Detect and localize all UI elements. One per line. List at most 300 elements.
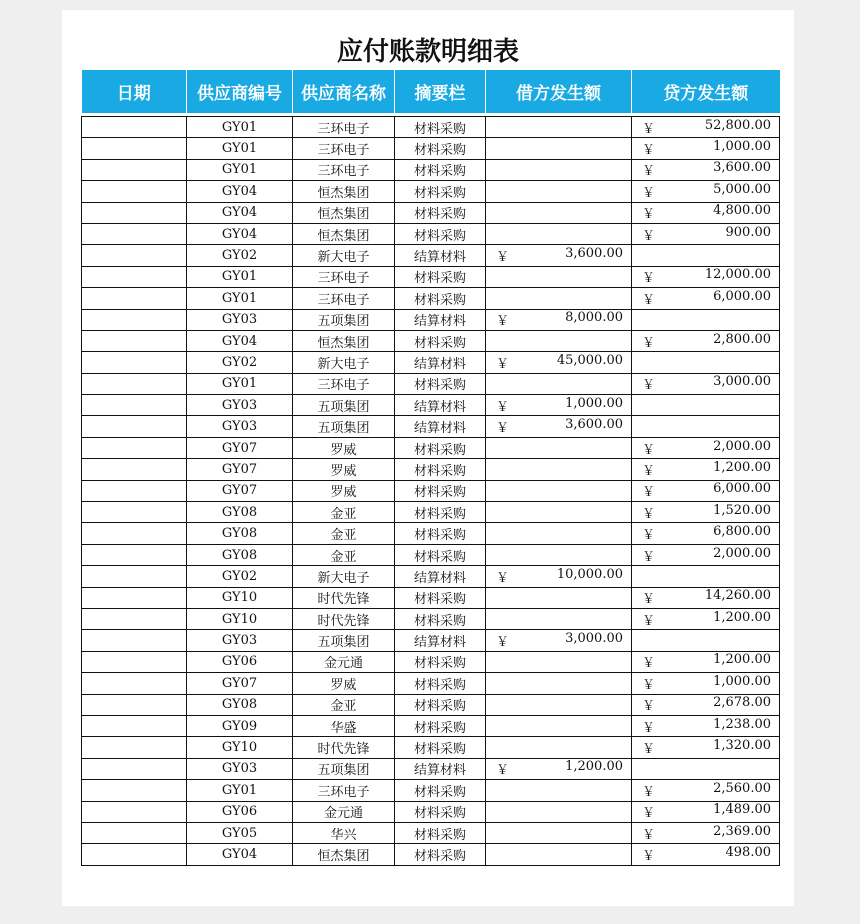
cell-summary[interactable]: 材料采购 [395, 202, 486, 223]
amount-value: 14,260.00 [704, 588, 771, 604]
cell-date[interactable] [82, 502, 187, 523]
cell-supplier-name[interactable]: 五项集团 [293, 309, 395, 330]
cell-debit[interactable] [486, 352, 632, 373]
table-row [82, 245, 780, 266]
table-row [82, 544, 780, 565]
cell-supplier-code[interactable]: GY01 [187, 266, 293, 287]
amount-value: 1,200.00 [713, 652, 771, 668]
cell-summary[interactable]: 材料采购 [395, 737, 486, 758]
table-row [82, 117, 780, 138]
cell-date[interactable] [82, 480, 187, 501]
cell-credit[interactable] [632, 181, 780, 202]
amount-value: 2,800.00 [713, 331, 771, 347]
cell-date[interactable] [82, 416, 187, 437]
cell-credit[interactable] [632, 844, 780, 865]
currency-symbol: ￥ [642, 656, 656, 672]
cell-supplier-code[interactable]: GY10 [187, 608, 293, 629]
cell-summary[interactable]: 材料采购 [395, 288, 486, 309]
cell-date[interactable] [82, 395, 187, 416]
cell-date[interactable] [82, 608, 187, 629]
cell-date[interactable] [82, 587, 187, 608]
cell-debit[interactable] [486, 694, 632, 715]
cell-supplier-code[interactable]: GY03 [187, 309, 293, 330]
cell-supplier-name[interactable]: 罗威 [293, 673, 395, 694]
cell-summary[interactable]: 材料采购 [395, 330, 486, 351]
cell-supplier-code[interactable]: GY08 [187, 523, 293, 544]
cell-date[interactable] [82, 266, 187, 287]
cell-credit[interactable] [632, 117, 780, 138]
cell-credit[interactable] [632, 159, 780, 180]
cell-supplier-name[interactable]: 新大电子 [293, 245, 395, 266]
cell-supplier-code[interactable]: GY10 [187, 737, 293, 758]
cell-debit[interactable] [486, 544, 632, 565]
cell-summary[interactable]: 结算材料 [395, 758, 486, 779]
currency-symbol: ￥ [642, 506, 656, 522]
table-row [82, 715, 780, 736]
cell-date[interactable] [82, 844, 187, 865]
cell-debit[interactable] [486, 459, 632, 480]
cell-supplier-code[interactable]: GY06 [187, 801, 293, 822]
cell-supplier-name[interactable]: 三环电子 [293, 288, 395, 309]
column-header-date: 日期 [82, 70, 187, 113]
cell-date[interactable] [82, 715, 187, 736]
cell-credit[interactable] [632, 138, 780, 159]
cell-credit[interactable] [632, 395, 780, 416]
cell-debit[interactable] [486, 587, 632, 608]
page-title: 应付账款明细表 [336, 37, 519, 67]
cell-credit[interactable] [632, 202, 780, 223]
cell-supplier-code[interactable]: GY02 [187, 566, 293, 587]
cell-supplier-code[interactable]: GY03 [187, 416, 293, 437]
cell-supplier-name[interactable]: 恒杰集团 [293, 223, 395, 244]
cell-date[interactable] [82, 822, 187, 843]
cell-date[interactable] [82, 758, 187, 779]
cell-summary[interactable]: 材料采购 [395, 801, 486, 822]
cell-credit[interactable] [632, 416, 780, 437]
amount-value: 6,000.00 [713, 481, 771, 497]
cell-supplier-name[interactable]: 时代先锋 [293, 608, 395, 629]
cell-credit[interactable] [632, 715, 780, 736]
cell-summary[interactable]: 材料采购 [395, 437, 486, 458]
cell-supplier-code[interactable]: GY03 [187, 758, 293, 779]
cell-date[interactable] [82, 352, 187, 373]
table-row [82, 822, 780, 843]
cell-summary[interactable]: 结算材料 [395, 309, 486, 330]
cell-supplier-name[interactable]: 罗威 [293, 459, 395, 480]
cell-summary[interactable]: 结算材料 [395, 416, 486, 437]
cell-supplier-code[interactable]: GY02 [187, 245, 293, 266]
cell-summary[interactable]: 材料采购 [395, 266, 486, 287]
cell-supplier-name[interactable]: 恒杰集团 [293, 330, 395, 351]
cell-debit[interactable] [486, 844, 632, 865]
amount-value: 1,520.00 [713, 502, 771, 518]
cell-supplier-code[interactable]: GY04 [187, 330, 293, 351]
cell-debit[interactable] [486, 437, 632, 458]
cell-supplier-name[interactable]: 五项集团 [293, 416, 395, 437]
currency-symbol: ￥ [642, 848, 656, 864]
table-row [82, 780, 780, 801]
cell-supplier-name[interactable]: 金亚 [293, 544, 395, 565]
cell-debit[interactable] [486, 608, 632, 629]
currency-symbol: ￥ [642, 528, 656, 544]
cell-date[interactable] [82, 373, 187, 394]
cell-supplier-name[interactable]: 三环电子 [293, 138, 395, 159]
cell-summary[interactable]: 材料采购 [395, 694, 486, 715]
cell-date[interactable] [82, 459, 187, 480]
cell-supplier-name[interactable]: 罗威 [293, 437, 395, 458]
amount-value: 1,000.00 [565, 395, 623, 411]
cell-debit[interactable] [486, 673, 632, 694]
cell-summary[interactable]: 材料采购 [395, 780, 486, 801]
amount-value: 8,000.00 [565, 310, 623, 326]
cell-supplier-code[interactable]: GY01 [187, 780, 293, 801]
cell-debit[interactable] [486, 502, 632, 523]
table-row [82, 651, 780, 672]
cell-supplier-code[interactable]: GY04 [187, 223, 293, 244]
table-row [82, 202, 780, 223]
cell-supplier-code[interactable]: GY04 [187, 181, 293, 202]
currency-symbol: ￥ [496, 570, 510, 586]
cell-supplier-code[interactable]: GY03 [187, 395, 293, 416]
cell-supplier-name[interactable]: 三环电子 [293, 159, 395, 180]
cell-date[interactable] [82, 138, 187, 159]
currency-symbol: ￥ [496, 421, 510, 437]
amount-value: 6,000.00 [713, 288, 771, 304]
currency-symbol: ￥ [496, 399, 510, 415]
table-row [82, 288, 780, 309]
table-row [82, 352, 780, 373]
cell-debit[interactable] [486, 245, 632, 266]
cell-credit[interactable] [632, 352, 780, 373]
cell-supplier-name[interactable]: 时代先锋 [293, 587, 395, 608]
cell-debit[interactable] [486, 202, 632, 223]
cell-debit[interactable] [486, 566, 632, 587]
cell-summary[interactable]: 材料采购 [395, 715, 486, 736]
cell-debit[interactable] [486, 309, 632, 330]
cell-summary[interactable]: 材料采购 [395, 480, 486, 501]
currency-symbol: ￥ [642, 485, 656, 501]
amount-value: 3,600.00 [565, 417, 623, 433]
currency-symbol: ￥ [642, 827, 656, 843]
cell-date[interactable] [82, 780, 187, 801]
cell-summary[interactable]: 结算材料 [395, 245, 486, 266]
cell-summary[interactable]: 材料采购 [395, 844, 486, 865]
cell-date[interactable] [82, 223, 187, 244]
cell-date[interactable] [82, 181, 187, 202]
cell-credit[interactable] [632, 330, 780, 351]
amount-value: 10,000.00 [556, 566, 623, 582]
amount-value: 3,000.00 [565, 631, 623, 647]
cell-supplier-name[interactable]: 新大电子 [293, 352, 395, 373]
cell-supplier-name[interactable]: 三环电子 [293, 373, 395, 394]
cell-credit[interactable] [632, 801, 780, 822]
cell-date[interactable] [82, 651, 187, 672]
cell-credit[interactable] [632, 480, 780, 501]
cell-supplier-code[interactable]: GY10 [187, 587, 293, 608]
cell-date[interactable] [82, 801, 187, 822]
currency-symbol: ￥ [642, 335, 656, 351]
cell-debit[interactable] [486, 181, 632, 202]
cell-debit[interactable] [486, 737, 632, 758]
currency-symbol: ￥ [642, 613, 656, 629]
cell-debit[interactable] [486, 138, 632, 159]
cell-summary[interactable]: 材料采购 [395, 117, 486, 138]
cell-credit[interactable] [632, 223, 780, 244]
cell-supplier-code[interactable]: GY03 [187, 630, 293, 651]
cell-debit[interactable] [486, 715, 632, 736]
cell-supplier-code[interactable]: GY08 [187, 544, 293, 565]
cell-summary[interactable]: 材料采购 [395, 544, 486, 565]
cell-credit[interactable] [632, 544, 780, 565]
cell-summary[interactable]: 材料采购 [395, 608, 486, 629]
cell-debit[interactable] [486, 758, 632, 779]
cell-date[interactable] [82, 737, 187, 758]
table-header-row [82, 70, 780, 113]
amount-value: 2,678.00 [713, 695, 771, 711]
cell-debit[interactable] [486, 480, 632, 501]
cell-debit[interactable] [486, 822, 632, 843]
cell-supplier-code[interactable]: GY04 [187, 202, 293, 223]
table-row [82, 138, 780, 159]
table-row [82, 266, 780, 287]
cell-supplier-name[interactable]: 金元通 [293, 651, 395, 672]
cell-debit[interactable] [486, 330, 632, 351]
cell-summary[interactable]: 材料采购 [395, 181, 486, 202]
cell-debit[interactable] [486, 651, 632, 672]
cell-summary[interactable]: 材料采购 [395, 138, 486, 159]
cell-credit[interactable] [632, 566, 780, 587]
cell-credit[interactable] [632, 502, 780, 523]
cell-debit[interactable] [486, 117, 632, 138]
cell-supplier-name[interactable]: 金元通 [293, 801, 395, 822]
cell-summary[interactable]: 结算材料 [395, 395, 486, 416]
cell-summary[interactable]: 材料采购 [395, 159, 486, 180]
table-row [82, 801, 780, 822]
cell-supplier-name[interactable]: 恒杰集团 [293, 181, 395, 202]
cell-credit[interactable] [632, 737, 780, 758]
cell-summary[interactable]: 材料采购 [395, 651, 486, 672]
cell-credit[interactable] [632, 459, 780, 480]
column-header-supplier-name: 供应商名称 [293, 70, 395, 113]
table-row [82, 844, 780, 865]
table-row [82, 502, 780, 523]
currency-symbol: ￥ [642, 806, 656, 822]
table-row [82, 395, 780, 416]
cell-supplier-code[interactable]: GY06 [187, 651, 293, 672]
cell-credit[interactable] [632, 437, 780, 458]
cell-credit[interactable] [632, 630, 780, 651]
cell-date[interactable] [82, 309, 187, 330]
amount-value: 3,600.00 [713, 160, 771, 176]
amount-value: 2,560.00 [713, 780, 771, 796]
cell-date[interactable] [82, 523, 187, 544]
cell-date[interactable] [82, 544, 187, 565]
cell-debit[interactable] [486, 395, 632, 416]
amount-value: 52,800.00 [704, 117, 771, 133]
cell-summary[interactable]: 材料采购 [395, 523, 486, 544]
table-row [82, 373, 780, 394]
cell-supplier-name[interactable]: 恒杰集团 [293, 844, 395, 865]
currency-symbol: ￥ [642, 164, 656, 180]
cell-supplier-code[interactable]: GY07 [187, 437, 293, 458]
cell-supplier-name[interactable]: 金亚 [293, 502, 395, 523]
table-row [82, 630, 780, 651]
cell-summary[interactable]: 结算材料 [395, 630, 486, 651]
cell-date[interactable] [82, 288, 187, 309]
cell-supplier-name[interactable]: 金亚 [293, 523, 395, 544]
cell-supplier-code[interactable]: GY05 [187, 822, 293, 843]
cell-supplier-name[interactable]: 恒杰集团 [293, 202, 395, 223]
cell-supplier-name[interactable]: 罗威 [293, 480, 395, 501]
currency-symbol: ￥ [496, 314, 510, 330]
amount-value: 900.00 [725, 224, 771, 240]
cell-debit[interactable] [486, 266, 632, 287]
cell-credit[interactable] [632, 373, 780, 394]
cell-credit[interactable] [632, 780, 780, 801]
cell-debit[interactable] [486, 523, 632, 544]
cell-summary[interactable]: 材料采购 [395, 502, 486, 523]
cell-credit[interactable] [632, 673, 780, 694]
cell-supplier-code[interactable]: GY01 [187, 159, 293, 180]
cell-supplier-name[interactable]: 三环电子 [293, 117, 395, 138]
cell-summary[interactable]: 材料采购 [395, 459, 486, 480]
cell-summary[interactable]: 材料采购 [395, 373, 486, 394]
table-row [82, 587, 780, 608]
amount-value: 4,800.00 [713, 203, 771, 219]
cell-date[interactable] [82, 673, 187, 694]
cell-summary[interactable]: 材料采购 [395, 587, 486, 608]
cell-credit[interactable] [632, 587, 780, 608]
cell-summary[interactable]: 材料采购 [395, 673, 486, 694]
cell-supplier-name[interactable]: 华盛 [293, 715, 395, 736]
table-row [82, 673, 780, 694]
cell-supplier-name[interactable]: 新大电子 [293, 566, 395, 587]
table-row [82, 159, 780, 180]
cell-date[interactable] [82, 159, 187, 180]
currency-symbol: ￥ [642, 378, 656, 394]
cell-supplier-code[interactable]: GY01 [187, 288, 293, 309]
cell-credit[interactable] [632, 266, 780, 287]
cell-supplier-code[interactable]: GY07 [187, 480, 293, 501]
currency-symbol: ￥ [642, 271, 656, 287]
cell-supplier-code[interactable]: GY01 [187, 117, 293, 138]
amount-value: 3,000.00 [713, 374, 771, 390]
cell-supplier-code[interactable]: GY08 [187, 502, 293, 523]
cell-supplier-code[interactable]: GY01 [187, 373, 293, 394]
table-row [82, 694, 780, 715]
amount-value: 1,238.00 [713, 716, 771, 732]
currency-symbol: ￥ [642, 592, 656, 608]
cell-debit[interactable] [486, 801, 632, 822]
table-row [82, 223, 780, 244]
cell-supplier-code[interactable]: GY02 [187, 352, 293, 373]
cell-supplier-code[interactable]: GY07 [187, 673, 293, 694]
table-row [82, 480, 780, 501]
currency-symbol: ￥ [496, 250, 510, 266]
cell-supplier-name[interactable]: 五项集团 [293, 758, 395, 779]
payables-table [81, 70, 780, 866]
amount-value: 2,000.00 [713, 545, 771, 561]
cell-supplier-code[interactable]: GY09 [187, 715, 293, 736]
amount-value: 1,000.00 [713, 673, 771, 689]
cell-summary[interactable]: 材料采购 [395, 822, 486, 843]
table-row [82, 330, 780, 351]
cell-supplier-name[interactable]: 时代先锋 [293, 737, 395, 758]
cell-credit[interactable] [632, 245, 780, 266]
cell-credit[interactable] [632, 694, 780, 715]
cell-supplier-code[interactable]: GY07 [187, 459, 293, 480]
cell-debit[interactable] [486, 373, 632, 394]
table-row [82, 608, 780, 629]
cell-debit[interactable] [486, 416, 632, 437]
cell-date[interactable] [82, 694, 187, 715]
cell-debit[interactable] [486, 223, 632, 244]
cell-credit[interactable] [632, 288, 780, 309]
cell-summary[interactable]: 结算材料 [395, 566, 486, 587]
cell-date[interactable] [82, 630, 187, 651]
cell-debit[interactable] [486, 159, 632, 180]
table-row [82, 181, 780, 202]
column-header-debit: 借方发生额 [486, 70, 632, 113]
table-body [82, 117, 780, 866]
table-row [82, 416, 780, 437]
cell-supplier-code[interactable]: GY08 [187, 694, 293, 715]
cell-credit[interactable] [632, 309, 780, 330]
cell-credit[interactable] [632, 523, 780, 544]
cell-date[interactable] [82, 330, 187, 351]
cell-date[interactable] [82, 117, 187, 138]
cell-supplier-name[interactable]: 金亚 [293, 694, 395, 715]
amount-value: 12,000.00 [704, 267, 771, 283]
currency-symbol: ￥ [642, 549, 656, 565]
table-row [82, 459, 780, 480]
cell-date[interactable] [82, 245, 187, 266]
currency-symbol: ￥ [642, 143, 656, 159]
currency-symbol: ￥ [496, 356, 510, 372]
amount-value: 3,600.00 [565, 246, 623, 262]
column-header-supplier-code: 供应商编号 [187, 70, 293, 113]
cell-supplier-code[interactable]: GY04 [187, 844, 293, 865]
table-row [82, 566, 780, 587]
cell-supplier-name[interactable]: 三环电子 [293, 780, 395, 801]
amount-value: 2,369.00 [713, 823, 771, 839]
cell-debit[interactable] [486, 630, 632, 651]
cell-supplier-name[interactable]: 华兴 [293, 822, 395, 843]
cell-summary[interactable]: 结算材料 [395, 352, 486, 373]
cell-credit[interactable] [632, 608, 780, 629]
column-header-credit: 贷方发生额 [632, 70, 780, 113]
cell-debit[interactable] [486, 288, 632, 309]
amount-value: 1,489.00 [713, 802, 771, 818]
currency-symbol: ￥ [642, 185, 656, 201]
cell-credit[interactable] [632, 822, 780, 843]
cell-credit[interactable] [632, 758, 780, 779]
cell-supplier-name[interactable]: 五项集团 [293, 395, 395, 416]
currency-symbol: ￥ [642, 228, 656, 244]
cell-date[interactable] [82, 437, 187, 458]
cell-supplier-name[interactable]: 五项集团 [293, 630, 395, 651]
cell-summary[interactable]: 材料采购 [395, 223, 486, 244]
cell-debit[interactable] [486, 780, 632, 801]
cell-credit[interactable] [632, 651, 780, 672]
currency-symbol: ￥ [642, 207, 656, 223]
amount-value: 6,800.00 [713, 524, 771, 540]
cell-date[interactable] [82, 566, 187, 587]
cell-supplier-code[interactable]: GY01 [187, 138, 293, 159]
currency-symbol: ￥ [496, 635, 510, 651]
cell-supplier-name[interactable]: 三环电子 [293, 266, 395, 287]
cell-date[interactable] [82, 202, 187, 223]
